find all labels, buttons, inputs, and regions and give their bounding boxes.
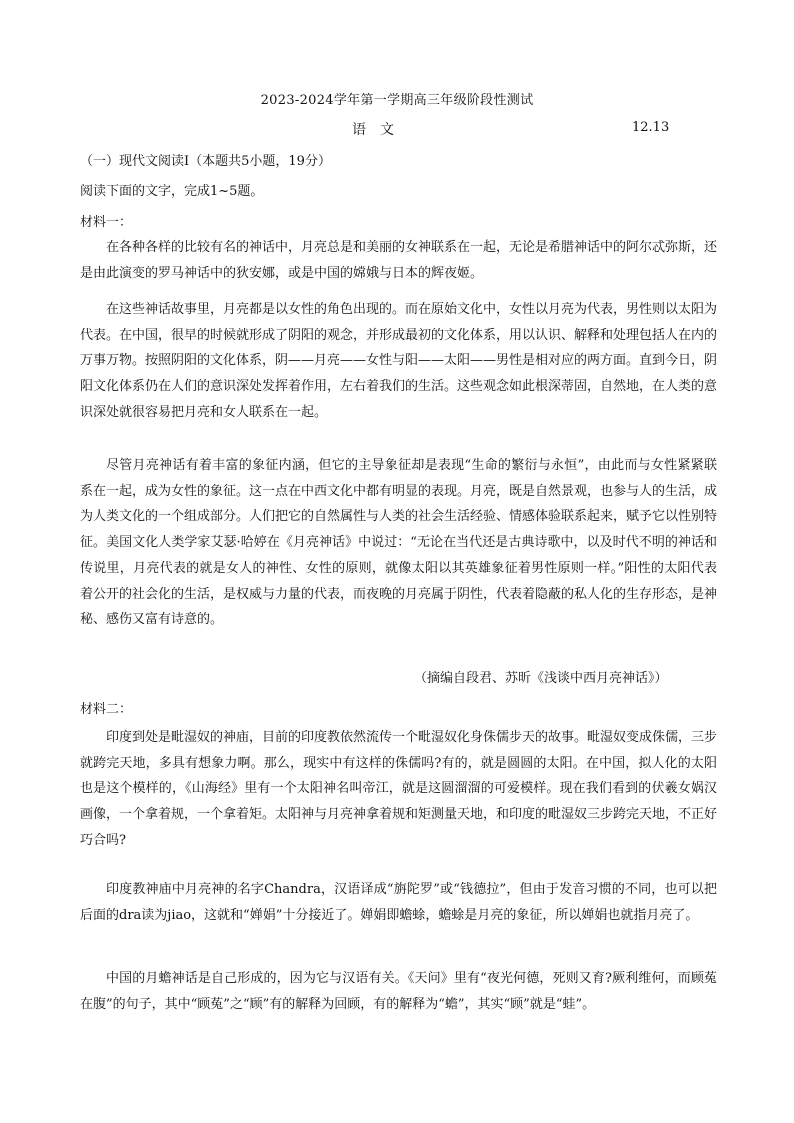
exam-date: 12.13 (632, 120, 670, 135)
material-one-paragraph: 在各种各样的比较有名的神话中，月亮总是和美丽的女神联系在一起，无论是希腊神话中的阿尔忒弥斯，还是由此演变的罗马神话中的狄安娜，或是中国的嫦娥与日本的辉夜姬。 (80, 240, 718, 281)
section-heading: （一）现代文阅读Ⅰ（本题共5小题，19分） (80, 154, 331, 169)
material-one-label: 材料一： (80, 215, 133, 230)
subject-label: 语 文 (352, 122, 394, 138)
material-two-paragraph: 印度到处是毗湿奴的神庙，目前的印度教依然流传一个毗湿奴化身侏儒步天的故事。毗湿奴变成侏儒，三步就跨完天地，多具有想象力啊。那么，现实中有这样的侏儒吗?有的，就是圆圆的太阳。在中国，拟人化的太阳也是这个模样的，《山海经》里有一个太阳神名叫帝江，就是这圆溜溜的可爱模样。现在我们看到的伏羲女娲汉画像，一个拿着规，一个拿着矩。太阳神与月亮神拿着规和矩测量天地，和印度的毗湿奴三步跨完天地，不正好巧合吗? (80, 730, 718, 848)
exam-title: 2023-2024学年第一学期高三年级阶段性测试 (260, 93, 534, 108)
material-one-paragraph: 尽管月亮神话有着丰富的象征内涵，但它的主导象征却是表现“生命的繁衍与永恒”，由此而与女性紧紧联系在一起，成为女性的象征。这一点在中西文化中都有明显的表现。月亮，既是自然景观，也参与人的生活，成为人类文化的一个组成部分。人们把它的自然属性与人类的社会生活经验、情感体验联系起来，赋予它以性别特征。美国文化人类学家艾瑟·哈婷在《月亮神话》中说过：“无论在当代还是古典诗歌中，以及时代不明的神话和传说里，月亮代表的就是女人的神性、女性的原则，就像太阳以其英雄象征着男性原则一样。”阳性的太阳代表着公开的社会化的生活，是权威与力量的代表，而夜晚的月亮属于阴性，代表着隐蔽的私人化的生存形态，是神秘、感伤又富有诗意的。 (80, 458, 718, 628)
material-one-paragraph: 在这些神话故事里，月亮都是以女性的角色出现的。而在原始文化中，女性以月亮为代表，男性则以太阳为代表。在中国，很早的时候就形成了阴阳的观念，并形成最初的文化体系，用以认识、解释和处理包括人在内的万事万物。按照阴阳的文化体系，阴——月亮——女性与阳——太阳——男性是相对应的两方面。直到今日，阴阳文化体系仍在人们的意识深处发挥着作用，左右着我们的生活。这些观念如此根深蒂固，自然地，在人类的意识深处就很容易把月亮和女人联系在一起。 (80, 302, 718, 420)
material-two-label: 材料二： (80, 702, 133, 717)
material-two-paragraph: 中国的月蟾神话是自己形成的，因为它与汉语有关。《天问》里有“夜光何德，死则又育?厥利维何，而顾菟在腹”的句子，其中“顾菟”之“顾”有的解释为回顾，有的解释为“蟾”，其实“顾”就是“蛙”。 (80, 971, 717, 1012)
reading-instruction: 阅读下面的文字，完成1~5题。 (80, 184, 264, 199)
material-two-paragraph: 印度教神庙中月亮神的名字Chandra，汉语译成“旃陀罗”或“钱德拉”，但由于发音习惯的不同，也可以把后面的dra读为jiao，这就和“婵娟”十分接近了。婵娟即蟾蜍，蟾蜍是月亮的象征，所以婵娟也就指月亮了。 (80, 882, 717, 923)
material-one-source: （摘编自段君、苏昕《浅谈中西月亮神话》） (414, 671, 668, 686)
